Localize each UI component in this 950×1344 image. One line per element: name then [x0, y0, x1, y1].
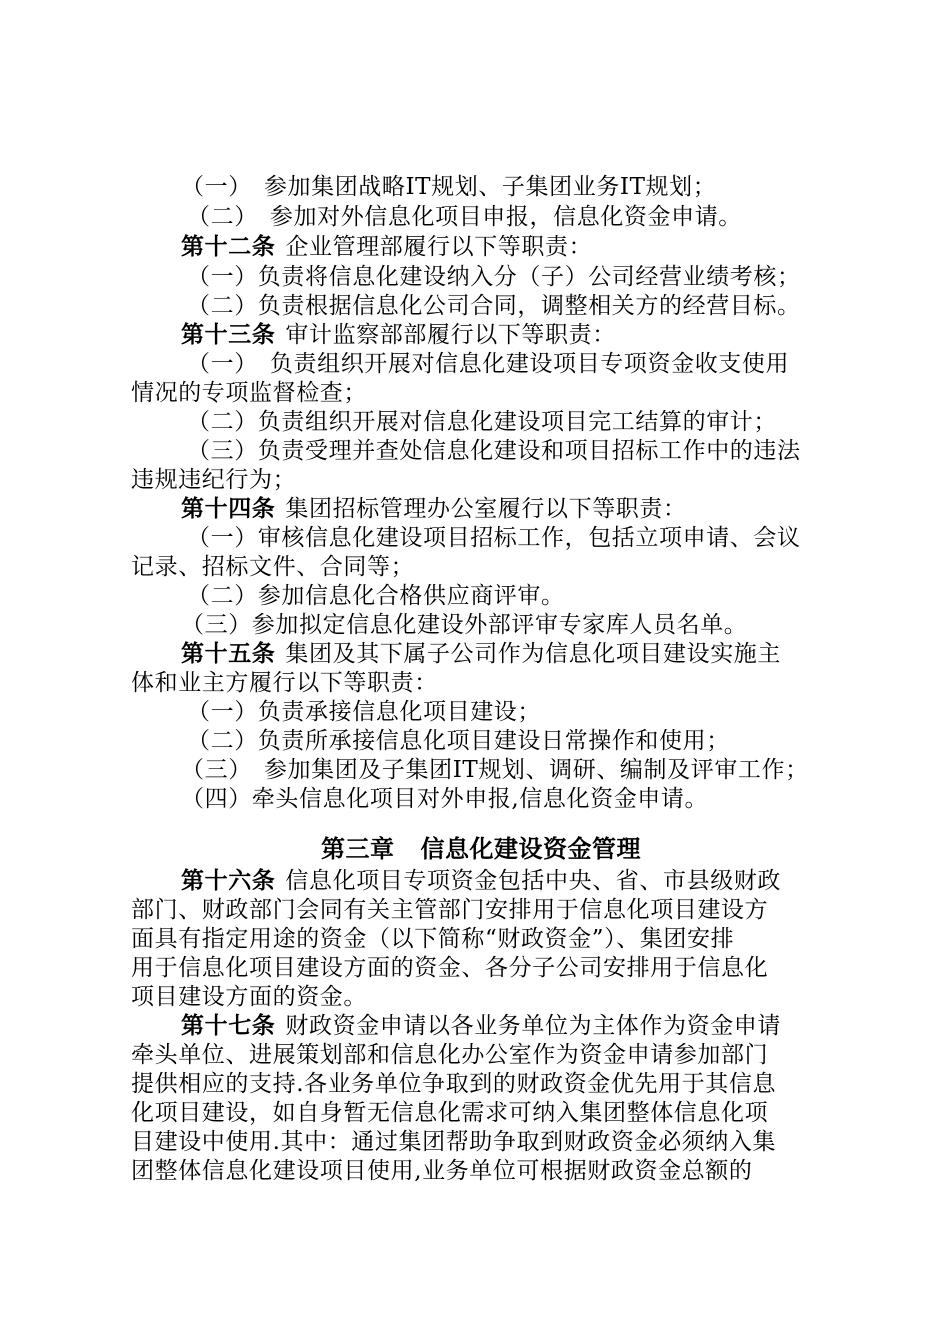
paragraph-line — [131, 1069, 831, 1099]
line-text: （一） 参加集团战略IT规划、子集团业务IT规划； — [181, 174, 717, 200]
paragraph-line — [187, 407, 887, 437]
line-text: 部门、财政部门会同有关主管部门安排用于信息化项目建设方 — [131, 897, 769, 923]
article-heading: 第十四条 — [181, 495, 276, 522]
line-text: （二）参加信息化合格供应商评审。 — [187, 583, 565, 609]
line-text: 目建设中使用.其中：通过集团帮助争取到财政资金必须纳入集 — [131, 1129, 777, 1155]
article-14 — [181, 494, 881, 524]
line-text: 集团招标管理办公室履行以下等职责： — [285, 496, 687, 522]
paragraph-line — [131, 953, 831, 983]
line-text: （二） 参加对外信息化项目申报，信息化资金申请。 — [187, 204, 742, 230]
paragraph-line — [181, 784, 881, 814]
article-heading: 第十二条 — [181, 233, 276, 260]
line-text: 提供相应的支持.各业务单位争取到的财政资金优先用于其信息 — [131, 1071, 777, 1097]
chapter-title: 信息化建设资金管理 — [420, 834, 641, 863]
paragraph-line — [187, 202, 887, 232]
paragraph-line — [131, 465, 831, 495]
line-text: 用于信息化项目建设方面的资金、各分子公司安排用于信息化 — [131, 955, 769, 981]
line-text: （二）负责组织开展对信息化建设项目完工结算的审计； — [187, 409, 777, 435]
paragraph-line — [181, 172, 881, 202]
paragraph-line — [181, 755, 881, 785]
line-text: 信息化项目专项资金包括中央、省、市县级财政 — [285, 868, 782, 894]
paragraph-line — [181, 610, 881, 640]
line-text: （一） 负责组织开展对信息化建设项目专项资金收支使用 — [187, 351, 790, 377]
paragraph-line — [131, 1156, 831, 1186]
line-text: 财政资金申请以各业务单位为主体作为资金申请 — [285, 1013, 782, 1039]
line-text: 企业管理部履行以下等职责： — [285, 234, 593, 260]
line-text: 项目建设方面的资金。 — [131, 984, 367, 1010]
line-text: （一）负责将信息化建设纳入分（子）公司经营业绩考核； — [187, 264, 801, 290]
line-text: 集团及其下属子公司作为信息化项目建设实施主 — [285, 641, 782, 667]
line-text: （二）负责所承接信息化项目建设日常操作和使用； — [187, 728, 730, 754]
paragraph-line — [131, 1040, 831, 1070]
article-17 — [181, 1011, 881, 1041]
line-text: （三） 参加集团及子集团IT规划、调研、编制及评审工作； — [181, 757, 809, 783]
article-heading: 第十六条 — [181, 867, 276, 894]
line-text: （二）负责根据信息化公司合同，调整相关方的经营目标。 — [187, 293, 801, 319]
line-text: 情况的专项监督检查； — [131, 380, 367, 406]
line-text: （三）参加拟定信息化建设外部评审专家库人员名单。 — [181, 612, 748, 638]
article-12 — [181, 232, 881, 262]
paragraph-line — [131, 924, 831, 954]
paragraph-line — [131, 982, 831, 1012]
paragraph-line — [187, 349, 887, 379]
paragraph-line — [187, 523, 887, 553]
paragraph-line — [131, 378, 831, 408]
paragraph-line — [187, 581, 887, 611]
line-text: （一）审核信息化建设项目招标工作，包括立项申请、会议 — [187, 525, 801, 551]
paragraph-line — [131, 1098, 831, 1128]
paragraph-line — [131, 895, 831, 925]
article-15 — [181, 639, 881, 669]
chapter-number: 第三章 — [321, 834, 395, 863]
line-text: 违规违纪行为； — [131, 467, 297, 493]
paragraph-line — [131, 1127, 831, 1157]
paragraph-line — [187, 726, 887, 756]
paragraph-line — [131, 552, 831, 582]
line-text: （四）牵头信息化项目对外申报,信息化资金申请。 — [181, 786, 709, 812]
paragraph-line — [187, 436, 887, 466]
line-text: 审计监察部部履行以下等职责： — [285, 322, 616, 348]
chapter-heading — [131, 834, 831, 864]
article-heading: 第十七条 — [181, 1012, 276, 1039]
line-text: 体和业主方履行以下等职责： — [131, 670, 438, 696]
paragraph-line — [187, 291, 887, 321]
article-heading: 第十三条 — [181, 321, 276, 348]
paragraph-line — [187, 262, 887, 292]
article-16 — [181, 866, 881, 896]
line-text: （一）负责承接信息化项目建设； — [187, 699, 541, 725]
line-text: 面具有指定用途的资金（以下简称“财政资金”）、集团安排 — [131, 926, 735, 952]
article-13 — [181, 320, 881, 350]
line-text: （三）负责受理并查处信息化建设和项目招标工作中的违法 — [187, 438, 801, 464]
line-text: 团整体信息化建设项目使用,业务单位可根据财政资金总额的 — [131, 1158, 753, 1184]
line-text: 记录、招标文件、合同等； — [131, 554, 415, 580]
paragraph-line — [131, 668, 831, 698]
line-text: 化项目建设，如自身暂无信息化需求可纳入集团整体信息化项 — [131, 1100, 769, 1126]
paragraph-line — [187, 697, 887, 727]
article-heading: 第十五条 — [181, 640, 276, 667]
line-text: 牵头单位、进展策划部和信息化办公室作为资金申请参加部门 — [131, 1042, 769, 1068]
